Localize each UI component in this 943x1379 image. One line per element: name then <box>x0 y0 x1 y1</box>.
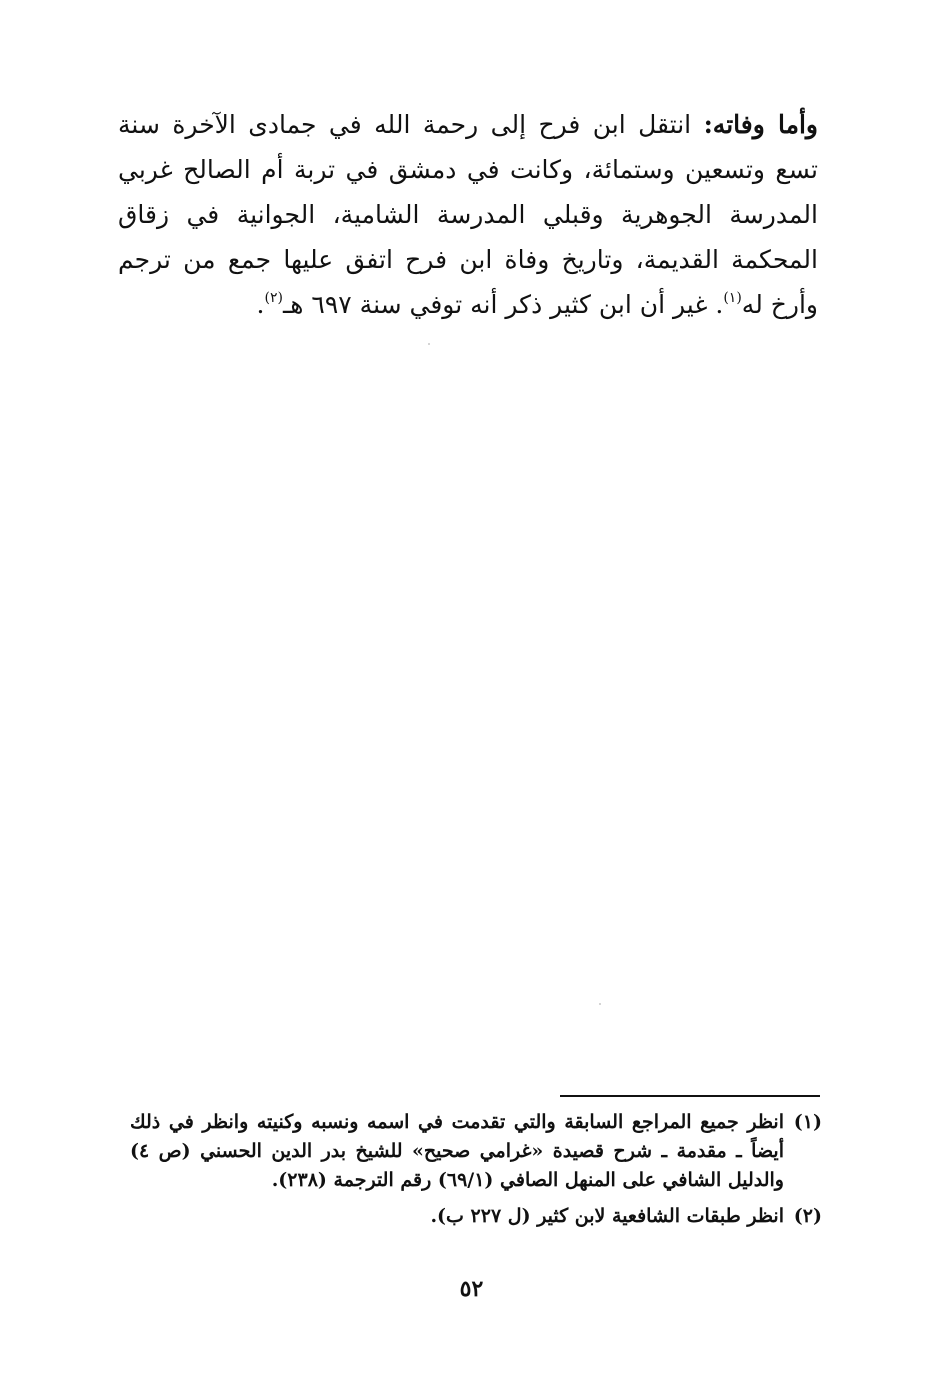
footnote-reference-2[interactable]: (٢) <box>264 290 283 306</box>
paragraph-text-part-1: انتقل ابن فرح إلى رحمة الله في جمادى الآخرة سنة تسع وتسعين وستمائة، وكانت في دمشق في تربة أم الصالح غربي المدرسة الجوهرية وقبلي المدرسة الشامية، الجوانية في زقاق المحكمة القديمة، وتاريخ وفاة ابن فرح اتفق عليها جمع من ترجم وأرخ له <box>118 110 818 319</box>
footnote-2 <box>130 1202 822 1231</box>
footnote-number: (١) <box>793 1111 822 1133</box>
paragraph-text-part-2: . غير أن ابن كثير ذكر أنه توفي سنة ٦٩٧ هـ <box>282 290 724 319</box>
scan-speck <box>599 1003 601 1005</box>
scan-speck <box>428 343 430 345</box>
main-paragraph <box>118 102 818 327</box>
footnotes-section <box>130 1108 822 1238</box>
footnote-text: انظر طبقات الشافعية لابن كثير (ل ٢٢٧ ب). <box>430 1205 784 1227</box>
footnote-number: (٢) <box>793 1205 822 1227</box>
footnote-text: انظر جميع المراجع السابقة والتي تقدمت في اسمه ونسبه وكنيته وانظر في ذلك أيضاً ـ مقدمة ـ شرح قصيدة «غرامي صحيح» للشيخ بدر الدين الحسني (ص ٤) والدليل الشافي على المنهل الصافي (٦٩/١) رقم الترجمة (٢٣٨). <box>130 1111 784 1191</box>
section-lead-in: وأما وفاته: <box>703 110 818 139</box>
page-number: ٥٢ <box>459 1276 484 1302</box>
footnote-1 <box>130 1108 822 1195</box>
footnote-separator <box>560 1095 820 1097</box>
paragraph-text-part-3: . <box>256 290 265 319</box>
footnote-reference-1[interactable]: (١) <box>723 290 742 306</box>
